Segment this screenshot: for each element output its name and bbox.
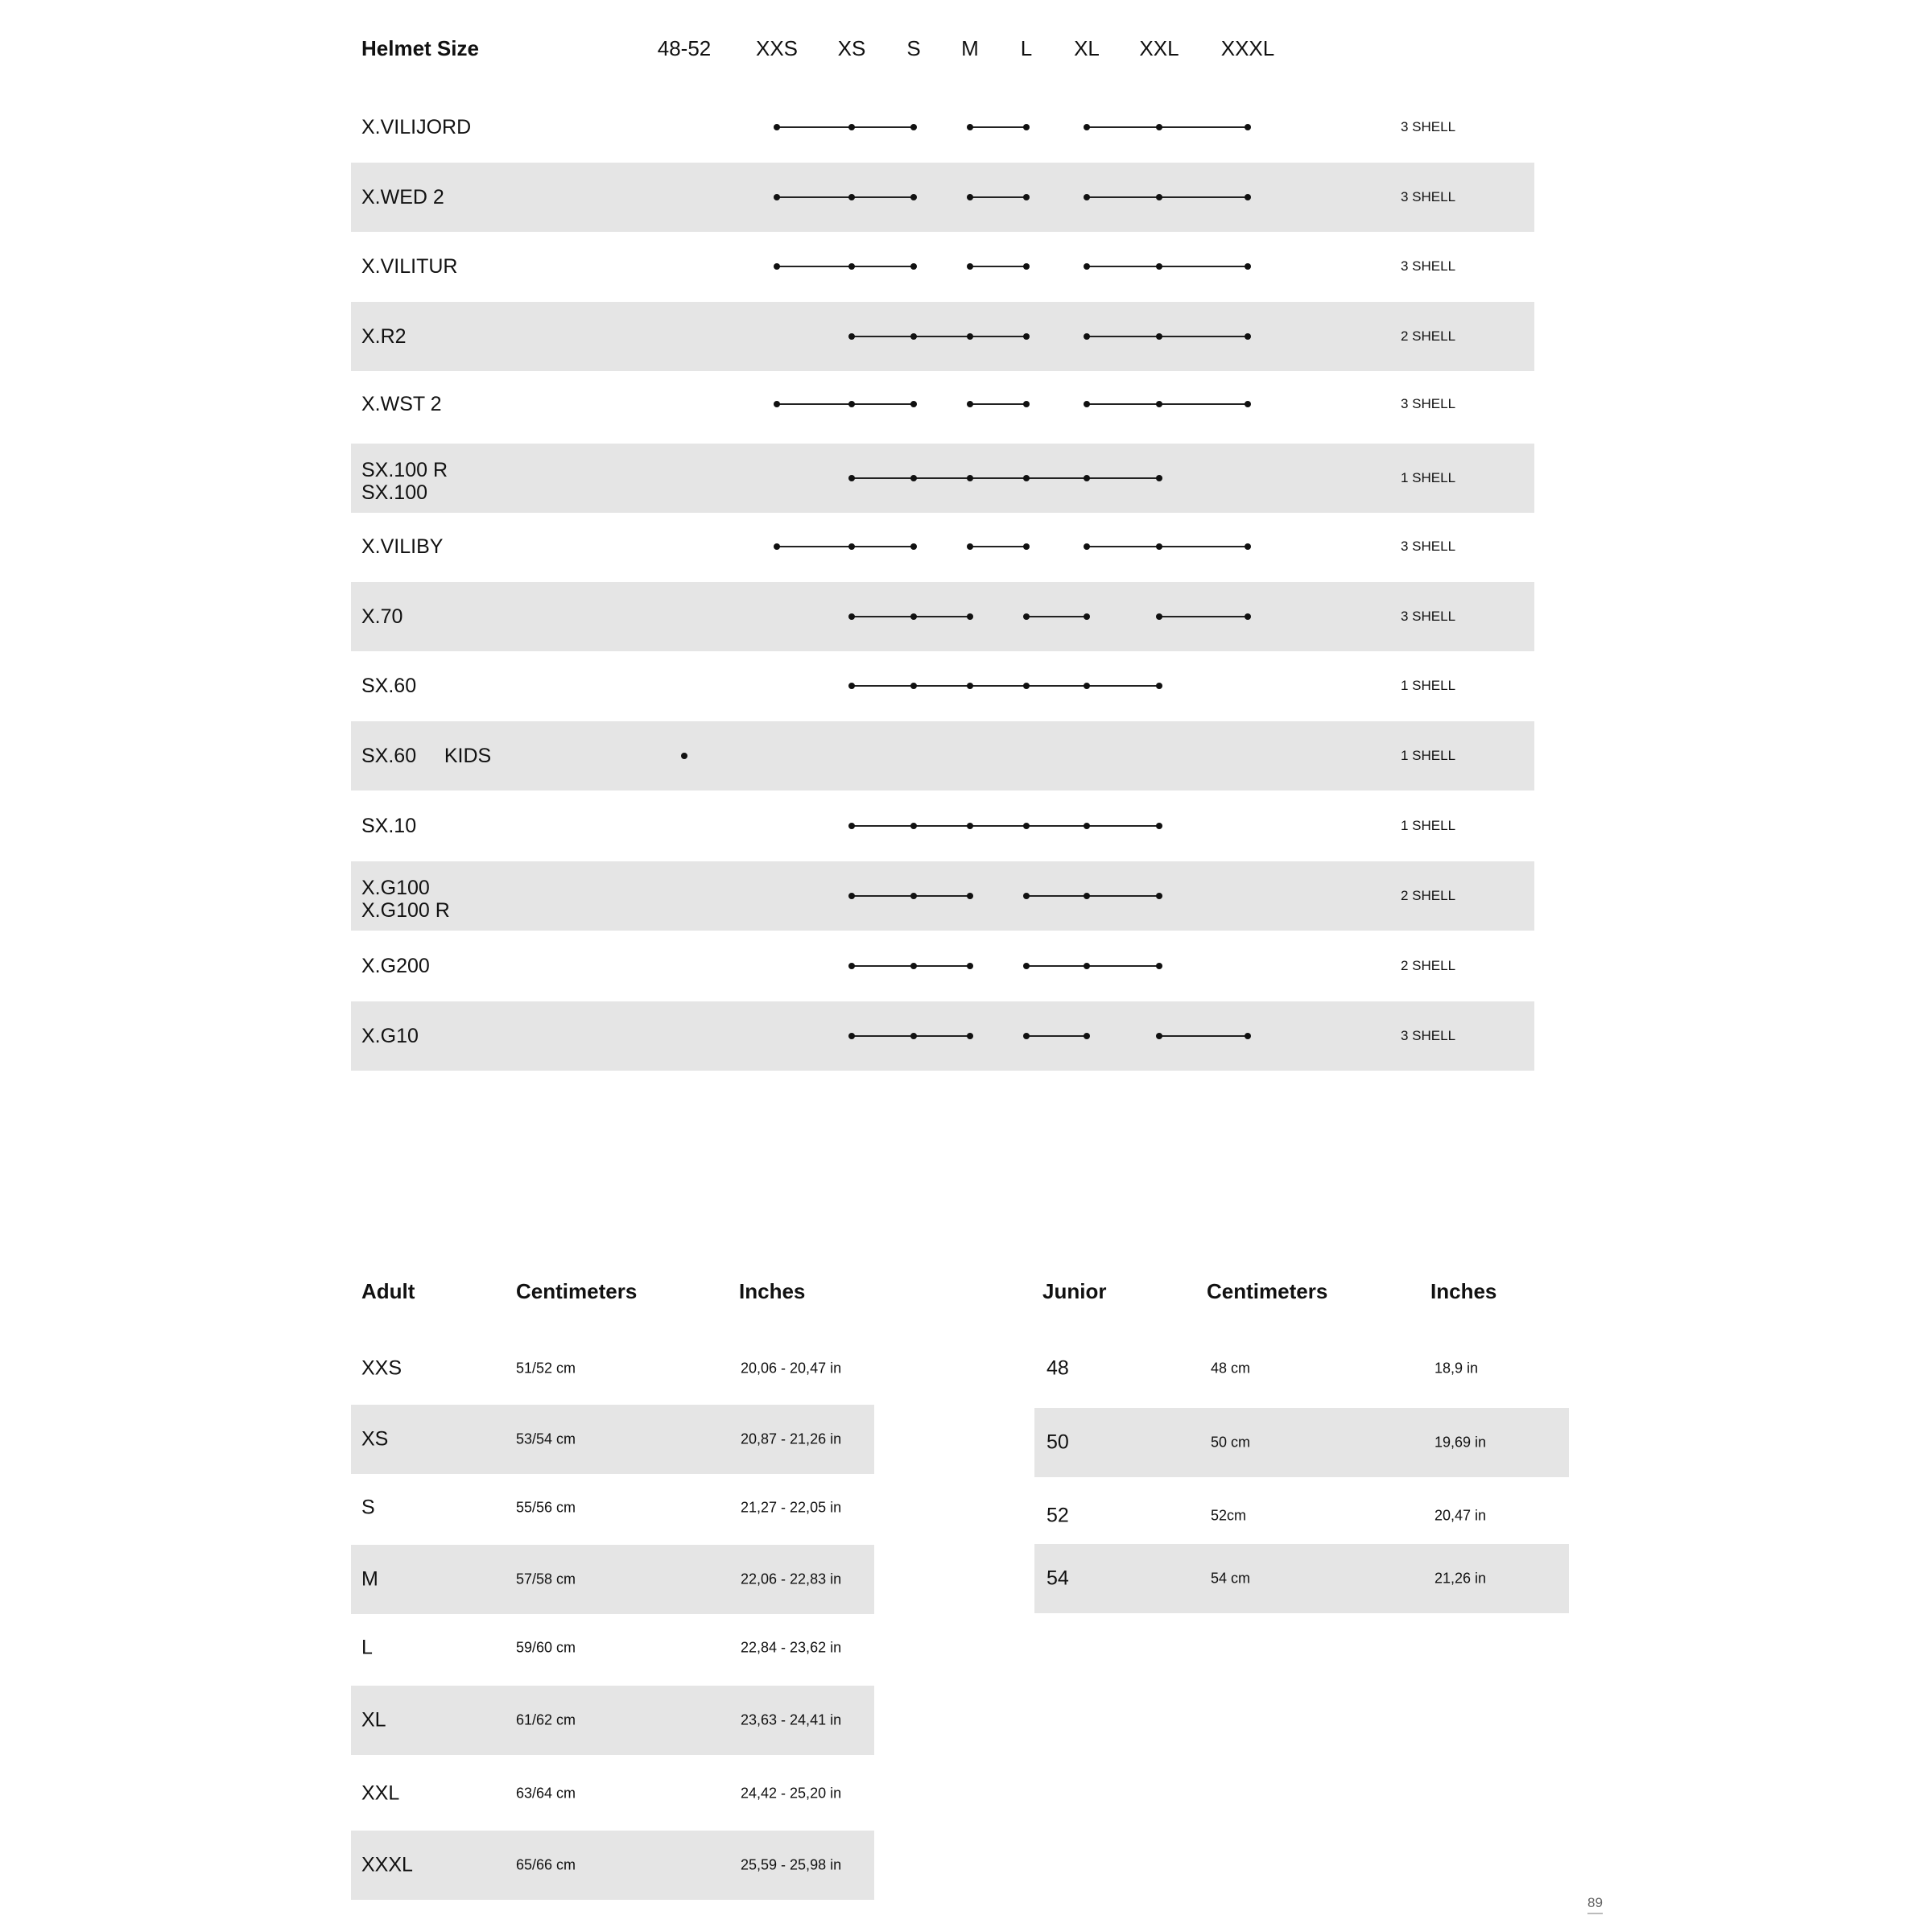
adult-centimeters: 63/64 cm bbox=[516, 1785, 576, 1802]
junior-header: Junior bbox=[1042, 1279, 1107, 1303]
adult-inches: 23,63 - 24,41 in bbox=[741, 1711, 842, 1728]
adult-centimeters: 65/66 cm bbox=[516, 1856, 576, 1873]
model-name: SX.10 bbox=[361, 815, 417, 837]
model-name: X.G100 X.G100 R bbox=[361, 877, 450, 922]
junior-centimeters: 48 cm bbox=[1211, 1360, 1251, 1377]
model-name: SX.60 KIDS bbox=[361, 745, 492, 767]
junior-centimeters: 50 cm bbox=[1211, 1434, 1251, 1451]
adult-centimeters: 57/58 cm bbox=[516, 1571, 576, 1587]
shell-count: 2 SHELL bbox=[1401, 958, 1456, 973]
shell-count: 2 SHELL bbox=[1401, 328, 1456, 344]
row-band bbox=[1034, 1544, 1569, 1613]
shell-count: 1 SHELL bbox=[1401, 678, 1456, 693]
shell-count: 2 SHELL bbox=[1401, 888, 1456, 903]
shell-count: 3 SHELL bbox=[1401, 539, 1456, 554]
adult-inches: 20,87 - 21,26 in bbox=[741, 1430, 842, 1447]
size-column-header: 48-52 bbox=[657, 36, 712, 60]
adult-inches: 22,06 - 22,83 in bbox=[741, 1571, 842, 1587]
adult-centimeters: 51/52 cm bbox=[516, 1360, 576, 1377]
junior-inches: 19,69 in bbox=[1435, 1434, 1487, 1451]
adult-inches-header: Inches bbox=[739, 1279, 806, 1303]
adult-size: S bbox=[361, 1496, 375, 1519]
shell-count: 3 SHELL bbox=[1401, 396, 1456, 411]
size-column-header: M bbox=[961, 36, 979, 60]
adult-inches: 25,59 - 25,98 in bbox=[741, 1856, 842, 1873]
shell-count: 3 SHELL bbox=[1401, 258, 1456, 274]
model-name: SX.100 R SX.100 bbox=[361, 459, 448, 504]
row-band bbox=[1034, 1408, 1569, 1477]
shell-count: 3 SHELL bbox=[1401, 1028, 1456, 1043]
size-column-header: XL bbox=[1074, 36, 1100, 60]
shell-count: 1 SHELL bbox=[1401, 818, 1456, 833]
adult-size: XXS bbox=[361, 1356, 402, 1380]
junior-inches-header: Inches bbox=[1430, 1279, 1497, 1303]
adult-inches: 22,84 - 23,62 in bbox=[741, 1639, 842, 1656]
size-column-header: XXXL bbox=[1220, 36, 1275, 60]
model-name: X.VILIJORD bbox=[361, 116, 472, 138]
adult-centimeters: 61/62 cm bbox=[516, 1711, 576, 1728]
junior-centimeters: 52cm bbox=[1211, 1507, 1247, 1524]
adult-cm-header: Centimeters bbox=[516, 1279, 638, 1303]
junior-size: 50 bbox=[1046, 1430, 1069, 1454]
model-name: X.G10 bbox=[361, 1025, 419, 1047]
model-name: SX.60 bbox=[361, 675, 417, 697]
adult-inches: 24,42 - 25,20 in bbox=[741, 1785, 842, 1802]
shell-count: 1 SHELL bbox=[1401, 470, 1456, 485]
adult-header: Adult bbox=[361, 1279, 415, 1303]
adult-size: XXL bbox=[361, 1781, 400, 1805]
adult-size: M bbox=[361, 1567, 378, 1591]
shell-count: 3 SHELL bbox=[1401, 609, 1456, 624]
junior-size: 52 bbox=[1046, 1504, 1069, 1527]
model-name: X.VILIBY bbox=[361, 535, 444, 558]
junior-inches: 20,47 in bbox=[1435, 1507, 1487, 1524]
model-name: X.WED 2 bbox=[361, 186, 444, 208]
adult-size: XL bbox=[361, 1708, 386, 1732]
shell-count: 3 SHELL bbox=[1401, 189, 1456, 204]
size-column-header: XS bbox=[837, 36, 866, 60]
adult-centimeters: 53/54 cm bbox=[516, 1430, 576, 1447]
junior-size: 48 bbox=[1046, 1356, 1069, 1380]
adult-size: XXXL bbox=[361, 1853, 413, 1876]
junior-inches: 18,9 in bbox=[1435, 1360, 1479, 1377]
junior-centimeters: 54 cm bbox=[1211, 1570, 1251, 1587]
model-name: X.70 bbox=[361, 605, 403, 628]
adult-size: XS bbox=[361, 1427, 389, 1451]
model-name: X.VILITUR bbox=[361, 255, 458, 278]
size-column-header: L bbox=[1020, 36, 1033, 60]
size-column-header: XXL bbox=[1139, 36, 1179, 60]
junior-size: 54 bbox=[1046, 1567, 1069, 1590]
shell-count: 1 SHELL bbox=[1401, 748, 1456, 763]
adult-size: L bbox=[361, 1636, 373, 1659]
adult-centimeters: 55/56 cm bbox=[516, 1499, 576, 1516]
model-name: X.R2 bbox=[361, 325, 407, 348]
size-column-header: S bbox=[906, 36, 921, 60]
adult-inches: 21,27 - 22,05 in bbox=[741, 1499, 842, 1516]
junior-inches: 21,26 in bbox=[1435, 1570, 1487, 1587]
size-column-header: XXS bbox=[755, 36, 799, 60]
page-number: 89 bbox=[1587, 1895, 1603, 1914]
model-name: X.G200 bbox=[361, 955, 430, 977]
adult-centimeters: 59/60 cm bbox=[516, 1639, 576, 1656]
adult-inches: 20,06 - 20,47 in bbox=[741, 1360, 842, 1377]
junior-cm-header: Centimeters bbox=[1207, 1279, 1328, 1303]
model-name: X.WST 2 bbox=[361, 393, 442, 415]
shell-count: 3 SHELL bbox=[1401, 119, 1456, 134]
helmet-size-header: Helmet Size bbox=[361, 36, 479, 60]
